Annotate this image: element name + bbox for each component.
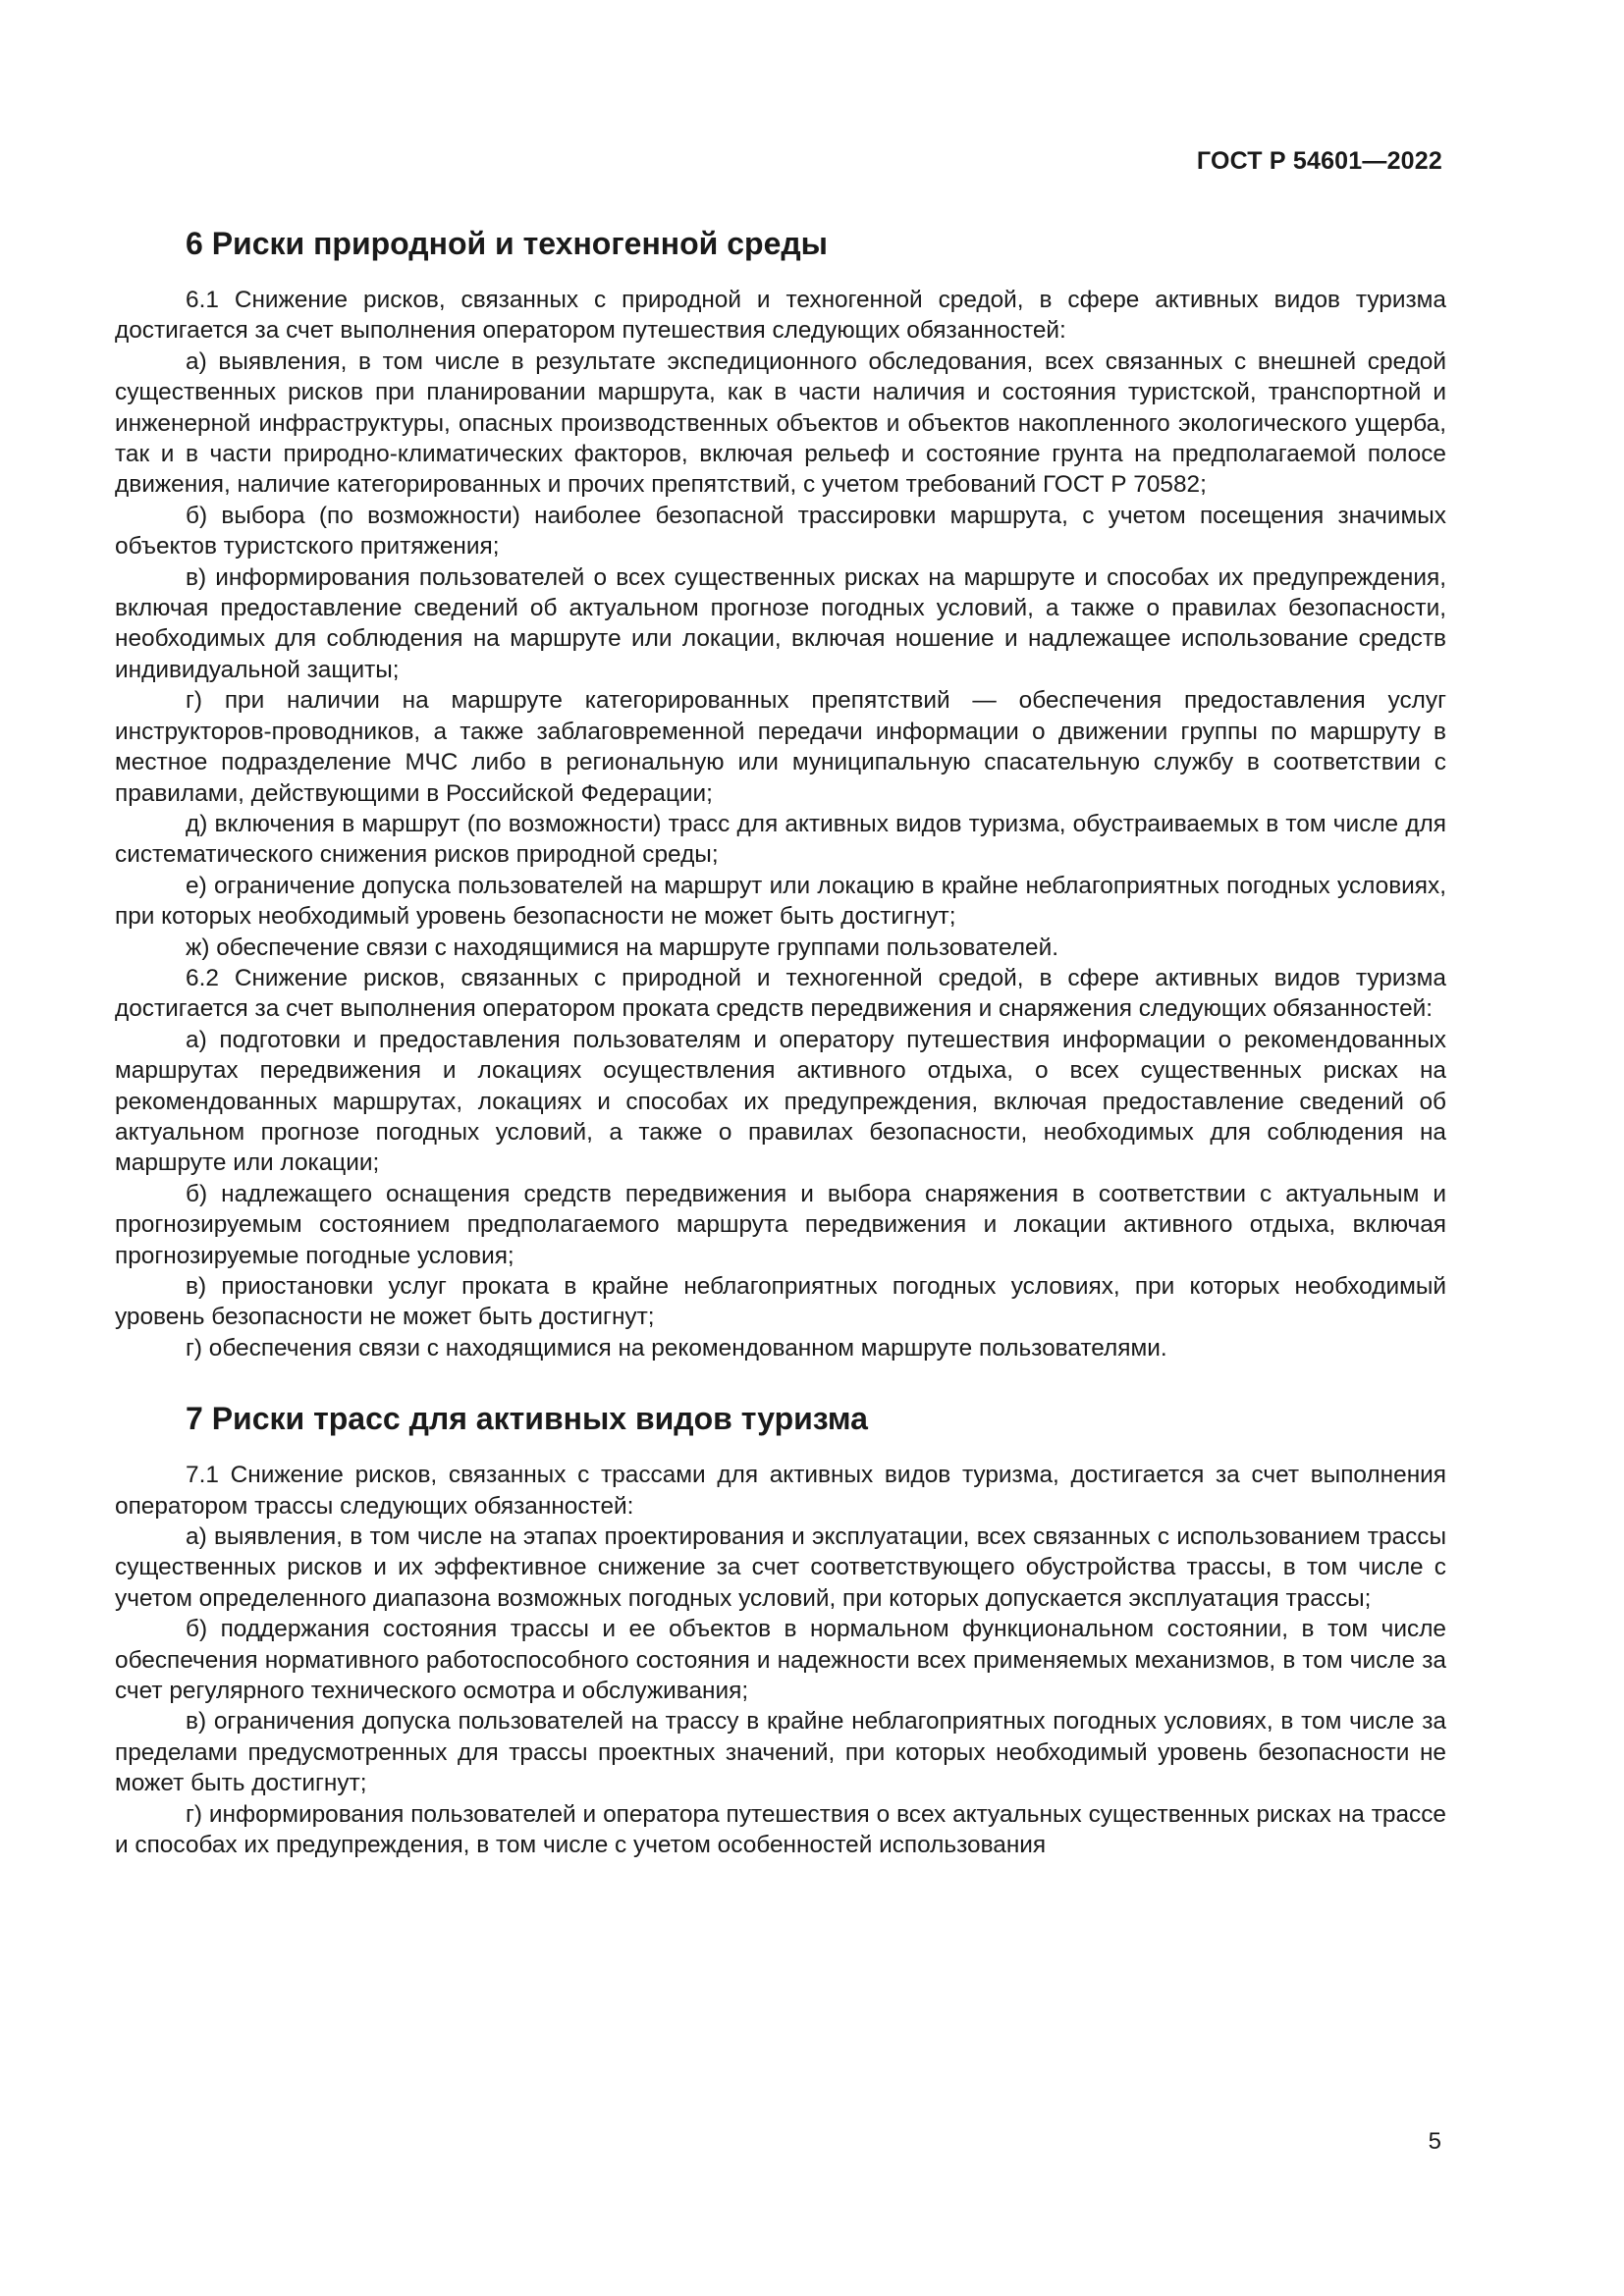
- paragraph: б) надлежащего оснащения средств передвижения и выбора снаряжения в соответствии с актуальным и прогнозируемым состоянием предполагаемого маршрута передвижения и локации активного отдыха, включая прогнозируемые погодные условия;: [115, 1180, 1446, 1269]
- paragraph: г) обеспечения связи с находящимися на рекомендованном маршруте пользователями.: [186, 1334, 1167, 1362]
- paragraph: б) выбора (по возможности) наиболее безопасной трассировки маршрута, с учетом посещения значимых объектов туристского притяжения;: [115, 502, 1446, 561]
- paragraph: а) выявления, в том числе на этапах проектирования и эксплуатации, всех связанных с использованием трассы существенных рисков и их эффективное снижение за счет соответствующего обустройства трассы, в том числе с учетом определенного диапазона возможных погодных условий, при которых допускается эксплуатация трассы;: [115, 1523, 1446, 1612]
- paragraph: 7.1 Снижение рисков, связанных с трассами для активных видов туризма, достигается за счет выполнения оператором трассы следующих обязанностей:: [115, 1462, 1446, 1520]
- paragraph: в) ограничения допуска пользователей на трассу в крайне неблагоприятных погодных условиях, в том числе за пределами предусмотренных для трассы проектных значений, при которых необходимый уровень безопасности не может быть достигнут;: [115, 1708, 1446, 1797]
- document-code: ГОСТ Р 54601—2022: [1196, 147, 1442, 175]
- paragraph: 6.2 Снижение рисков, связанных с природной и техногенной средой, в сфере активных видов туризма достигается за счет выполнения оператором проката средств передвижения и снаряжения следующих обязанностей:: [115, 964, 1446, 1023]
- document-body: [115, 224, 1446, 1861]
- paragraph: г) при наличии на маршруте категорированных препятствий — обеспечения предоставления услуг инструкторов-проводников, а также заблаговременной передачи информации о движении группы по маршруту в местное подразделение МЧС либо в региональную или муниципальную спасательную службу в соответствии с правилами, действующими в Российской Федерации;: [115, 687, 1446, 807]
- section-7-body: [115, 1460, 1446, 1860]
- section-7-title: 7 Риски трасс для активных видов туризма: [186, 1401, 868, 1437]
- paragraph: в) приостановки услуг проката в крайне неблагоприятных погодных условиях, при которых необходимый уровень безопасности не может быть достигнут;: [115, 1273, 1446, 1331]
- section-6-title: 6 Риски природной и техногенной среды: [186, 226, 828, 261]
- paragraph: ж) обеспечение связи с находящимися на маршруте группами пользователей.: [186, 934, 1058, 961]
- paragraph: б) поддержания состояния трассы и ее объектов в нормальном функциональном состоянии, в том числе обеспечения нормативного работоспособного состояния и надежности всех применяемых механизмов, в том числе за счет регулярного технического осмотра и обслуживания;: [115, 1616, 1446, 1705]
- section-6-body: [115, 285, 1446, 1363]
- paragraph: д) включения в маршрут (по возможности) трасс для активных видов туризма, обустраиваемых в том числе для систематического снижения рисков природной среды;: [115, 810, 1446, 869]
- paragraph: а) подготовки и предоставления пользователям и оператору путешествия информации о рекомендованных маршрутах передвижения и локациях осуществления активного отдыха, о всех существенных рисках на рекомендованных маршрутах, локациях и способах их предупреждения, включая предоставление сведений об актуальном прогнозе погодных условий, а также о правилах безопасности, необходимых для соблюдения на маршруте или локации;: [115, 1026, 1446, 1177]
- paragraph: е) ограничение допуска пользователей на маршрут или локацию в крайне неблагоприятных погодных условиях, при которых необходимый уровень безопасности не может быть достигнут;: [115, 872, 1446, 931]
- paragraph: 6.1 Снижение рисков, связанных с природной и техногенной средой, в сфере активных видов туризма достигается за счет выполнения оператором путешествия следующих обязанностей:: [115, 287, 1446, 345]
- paragraph: а) выявления, в том числе в результате экспедиционного обследования, всех связанных с внешней средой существенных рисков при планировании маршрута, как в части наличия и состояния туристской, транспортной и инженерной инфраструктуры, опасных производственных объектов и объектов накопленного экологического ущерба, так и в части природно-климатических факторов, включая рельеф и состояние грунта на предполагаемой полосе движения, наличие категорированных и прочих препятствий, с учетом требований ГОСТ Р 70582;: [115, 347, 1446, 499]
- page-number: 5: [1428, 2128, 1441, 2155]
- paragraph: г) информирования пользователей и оператора путешествия о всех актуальных существенных рисках на трассе и способах их предупреждения, в том числе с учетом особенностей использования: [115, 1800, 1446, 1859]
- paragraph: в) информирования пользователей о всех существенных рисках на маршруте и способах их предупреждения, включая предоставление сведений об актуальном прогнозе погодных условий, а также о правилах безопасности, необходимых для соблюдения на маршруте или локации, включая ношение и надлежащее использование средств индивидуальной защиты;: [115, 563, 1446, 683]
